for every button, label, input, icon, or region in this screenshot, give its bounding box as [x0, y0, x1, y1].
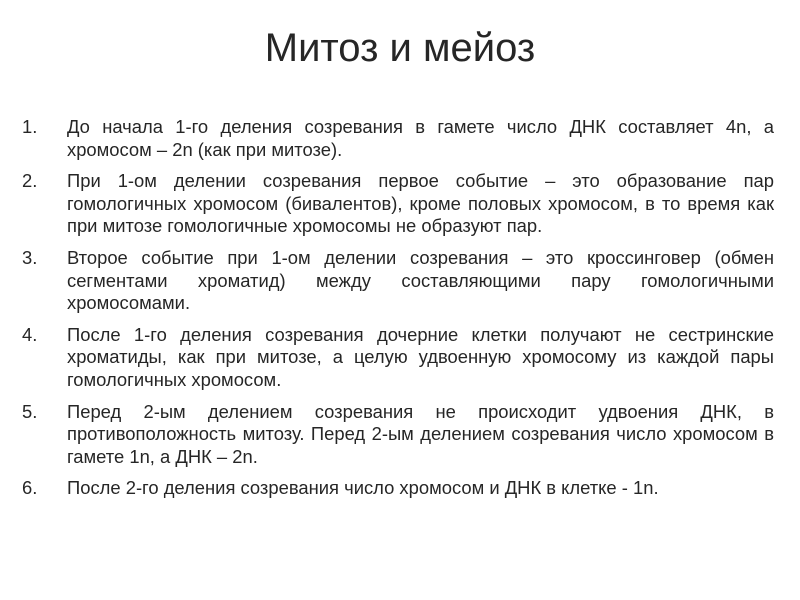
list-item-text: После 1-го деления созревания дочерние клетки получают не сестринские хроматиды, как при митозе, а целую удвоенную хромосому из каждой пары гомологичных хромосом.: [67, 323, 774, 390]
numbered-list: [22, 116, 774, 509]
list-item: [22, 170, 774, 238]
list-item-text: При 1-ом делении созревания первое событие – это образование пар гомологичных хромосом (бивалентов), кроме половых хромосом, в то время как при митозе гомологичные хромосомы не образуют пар.: [67, 170, 774, 237]
slide-title: Митоз и мейоз: [264, 26, 536, 70]
list-item-text: До начала 1-го деления созревания в гамете число ДНК составляет 4n, а хромосом – 2n (как при митозе).: [67, 116, 774, 160]
list-item-text: Второе событие при 1-ом делении созревания – это кроссинговер (обмен сегментами хроматид) между составляющими пару гомологичными хромосомами.: [67, 246, 774, 314]
list-item: [22, 477, 774, 500]
list-item-number: 1.: [22, 116, 38, 137]
list-item-number: 4.: [22, 323, 38, 345]
list-item-number: 2.: [22, 170, 38, 192]
list-item: [22, 247, 774, 315]
list-item-text: Перед 2-ым делением созревания не происходит удвоения ДНК, в противоположность митозу. Перед 2-ым делением созревания число хромосом в гамете 1n, а ДНК – 2n.: [67, 400, 774, 467]
list-item-number: 5.: [22, 400, 38, 422]
list-item-text: После 2-го деления созревания число хромосом и ДНК в клетке - 1n.: [67, 477, 659, 499]
list-item: [22, 116, 774, 161]
list-item: [22, 401, 774, 469]
list-item-number: 6.: [22, 477, 38, 499]
list-item: [22, 324, 774, 392]
list-item-number: 3.: [22, 246, 38, 268]
